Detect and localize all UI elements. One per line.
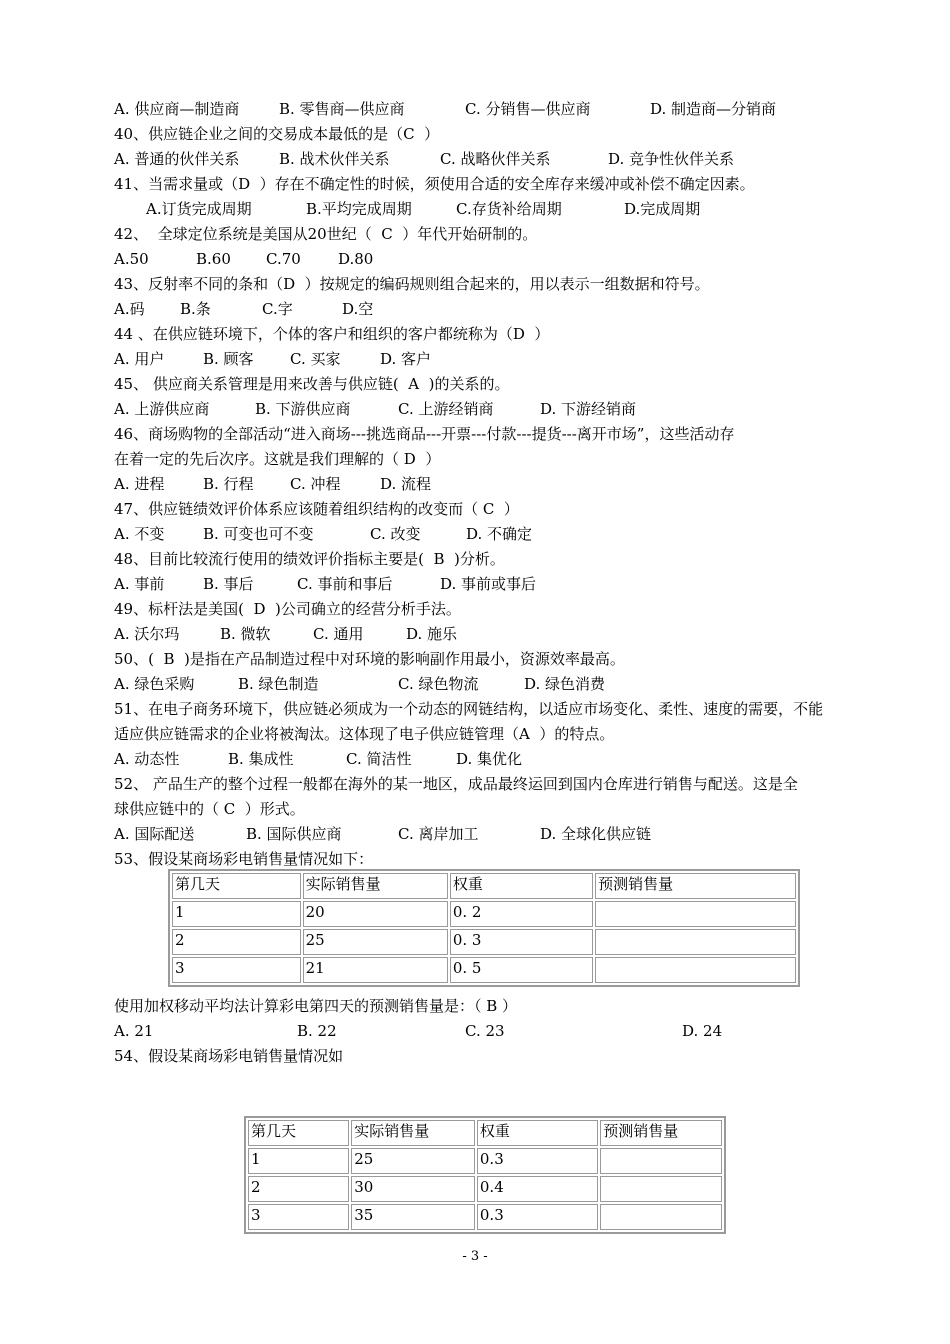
answer-option: A. 动态性 <box>114 750 180 768</box>
table-header-row <box>172 873 796 899</box>
table-row <box>172 929 796 955</box>
table-header-cell: 预测销售量 <box>600 1120 722 1146</box>
question-text: 44 、在供应链环境下，个体的客户和组织的客户都统称为（D ） <box>114 325 550 343</box>
answer-option: C. 23 <box>465 1022 505 1040</box>
table-cell <box>600 1204 722 1230</box>
question-text: 球供应链中的（ C ）形式。 <box>114 800 305 818</box>
answer-option: D. 竞争性伙伴关系 <box>608 150 735 168</box>
answer-option: A. 绿色采购 <box>114 675 195 693</box>
table-header-row <box>248 1120 722 1146</box>
answer-option: A. 21 <box>114 1022 154 1040</box>
table-header-cell: 实际销售量 <box>303 873 448 899</box>
table-cell <box>595 957 796 983</box>
table-cell: 3 <box>248 1204 349 1230</box>
table-cell: 2 <box>172 929 301 955</box>
answer-option: D. 全球化供应链 <box>540 825 652 843</box>
table-cell: 25 <box>351 1148 475 1174</box>
answer-option: C. 战略伙伴关系 <box>440 150 551 168</box>
sales-table-54 <box>244 1116 726 1234</box>
answer-option: A. 上游供应商 <box>114 400 210 418</box>
table-row <box>172 901 796 927</box>
page-number: - 3 - <box>462 1249 488 1264</box>
table-row <box>248 1148 722 1174</box>
answer-option: B. 事后 <box>203 575 254 593</box>
answer-option: B. 下游供应商 <box>255 400 351 418</box>
question-text: 41、当需求量或（D ）存在不确定性的时候，须使用合适的安全库存来缓冲或补偿不确定因素。 <box>114 175 755 193</box>
answer-option: A.50 <box>114 250 149 268</box>
table-cell: 0.3 <box>477 1204 598 1230</box>
answer-option: C. 上游经销商 <box>398 400 494 418</box>
question-text: 48、目前比较流行使用的绩效评价指标主要是( B )分析。 <box>114 550 505 568</box>
answer-option: D. 不确定 <box>466 525 533 543</box>
answer-option: C. 改变 <box>370 525 421 543</box>
table-row <box>248 1176 722 1202</box>
answer-option: A.码 <box>114 300 145 318</box>
table-cell: 0.3 <box>477 1148 598 1174</box>
answer-option: C. 分销售—供应商 <box>465 100 591 118</box>
answer-option: C. 离岸加工 <box>398 825 479 843</box>
answer-option: B.60 <box>196 250 231 268</box>
question-text: 50、( B )是指在产品制造过程中对环境的影响副作用最小，资源效率最高。 <box>114 650 625 668</box>
table-cell: 1 <box>248 1148 349 1174</box>
answer-option: D. 绿色消费 <box>524 675 606 693</box>
table-row <box>248 1204 722 1230</box>
question-text: 52、 产品生产的整个过程一般都在海外的某一地区，成品最终运回到国内仓库进行销售与配送。这是全 <box>114 775 798 793</box>
table-cell: 35 <box>351 1204 475 1230</box>
table-cell: 30 <box>351 1176 475 1202</box>
answer-option: D.完成周期 <box>624 200 701 218</box>
answer-option: A. 国际配送 <box>114 825 195 843</box>
answer-option: B. 集成性 <box>228 750 294 768</box>
table-header-cell: 第几天 <box>172 873 301 899</box>
table-cell <box>600 1148 722 1174</box>
table-cell <box>595 929 796 955</box>
question-text: 54、假设某商场彩电销售量情况如 <box>114 1047 344 1065</box>
sales-table-53 <box>168 869 800 987</box>
question-text: 45、 供应商关系管理是用来改善与供应链( A )的关系的。 <box>114 375 510 393</box>
table-cell <box>595 901 796 927</box>
answer-option: A. 供应商—制造商 <box>114 100 240 118</box>
answer-option: B. 顾客 <box>203 350 254 368</box>
table-header-cell: 实际销售量 <box>351 1120 475 1146</box>
answer-option: A. 沃尔玛 <box>114 625 180 643</box>
answer-option: D. 流程 <box>380 475 432 493</box>
answer-option: C. 事前和事后 <box>297 575 393 593</box>
answer-option: B. 行程 <box>203 475 254 493</box>
answer-option: D. 客户 <box>380 350 432 368</box>
answer-option: B. 国际供应商 <box>246 825 342 843</box>
answer-option: D. 下游经销商 <box>540 400 637 418</box>
table-header-cell: 权重 <box>477 1120 598 1146</box>
table-cell: 20 <box>303 901 448 927</box>
answer-option: C. 冲程 <box>290 475 341 493</box>
table-cell: 0.4 <box>477 1176 598 1202</box>
answer-option: B. 绿色制造 <box>238 675 319 693</box>
table-cell: 25 <box>303 929 448 955</box>
question-text: 适应供应链需求的企业将被淘汰。这体现了电子供应链管理（A ）的特点。 <box>114 725 615 743</box>
answer-option: C.存货补给周期 <box>456 200 562 218</box>
table-header-cell: 第几天 <box>248 1120 349 1146</box>
question-text: 42、 全球定位系统是美国从20世纪（ C ）年代开始研制的。 <box>114 225 538 243</box>
question-text: 51、在电子商务环境下，供应链必须成为一个动态的网链结构，以适应市场变化、柔性、速度的需要，不能 <box>114 700 824 718</box>
answer-option: A. 进程 <box>114 475 165 493</box>
table-cell: 2 <box>248 1176 349 1202</box>
question-text: 53、假设某商场彩电销售量情况如下： <box>114 850 374 868</box>
table-row <box>172 957 796 983</box>
answer-option: D. 事前或事后 <box>440 575 537 593</box>
answer-option: C. 买家 <box>290 350 341 368</box>
answer-option: D. 制造商—分销商 <box>650 100 777 118</box>
answer-option: D.空 <box>342 300 374 318</box>
question-text: 46、商场购物的全部活动“进入商场---挑选商品---开票---付款---提货---离开市场”，这些活动存 <box>114 425 735 443</box>
answer-option: B. 战术伙伴关系 <box>279 150 390 168</box>
answer-option: C.70 <box>266 250 301 268</box>
answer-option: B. 可变也可不变 <box>203 525 314 543</box>
answer-option: A.订货完成周期 <box>146 200 252 218</box>
answer-option: A. 用户 <box>114 350 165 368</box>
answer-option: A. 事前 <box>114 575 165 593</box>
table-cell: 0. 5 <box>450 957 593 983</box>
table-cell: 0. 2 <box>450 901 593 927</box>
answer-option: C. 通用 <box>313 625 364 643</box>
answer-option: B.条 <box>180 300 211 318</box>
table-cell <box>600 1176 722 1202</box>
question-text: 在着一定的先后次序。这就是我们理解的（ D ） <box>114 450 441 468</box>
answer-option: D. 集优化 <box>456 750 523 768</box>
answer-option: B. 22 <box>297 1022 337 1040</box>
answer-option: D. 24 <box>682 1022 723 1040</box>
table-cell: 3 <box>172 957 301 983</box>
question-text: 使用加权移动平均法计算彩电第四天的预测销售量是：（ B ） <box>114 997 518 1015</box>
table-cell: 0. 3 <box>450 929 593 955</box>
table-cell: 1 <box>172 901 301 927</box>
answer-option: B. 零售商—供应商 <box>279 100 405 118</box>
question-text: 47、供应链绩效评价体系应该随着组织结构的改变而（ C ） <box>114 500 519 518</box>
answer-option: C. 简洁性 <box>346 750 412 768</box>
question-text: 40、供应链企业之间的交易成本最低的是（C ） <box>114 125 440 143</box>
answer-option: C. 绿色物流 <box>398 675 479 693</box>
answer-option: A. 普通的伙伴关系 <box>114 150 240 168</box>
answer-option: D. 施乐 <box>406 625 458 643</box>
question-text: 49、标杆法是美国( D )公司确立的经营分析手法。 <box>114 600 461 618</box>
table-cell: 21 <box>303 957 448 983</box>
answer-option: A. 不变 <box>114 525 165 543</box>
question-text: 43、反射率不同的条和（D ）按规定的编码规则组合起来的，用以表示一组数据和符号。 <box>114 275 710 293</box>
table-header-cell: 权重 <box>450 873 593 899</box>
answer-option: C.字 <box>262 300 293 318</box>
answer-option: B. 微软 <box>220 625 271 643</box>
answer-option: B.平均完成周期 <box>306 200 412 218</box>
table-header-cell: 预测销售量 <box>595 873 796 899</box>
answer-option: D.80 <box>338 250 374 268</box>
